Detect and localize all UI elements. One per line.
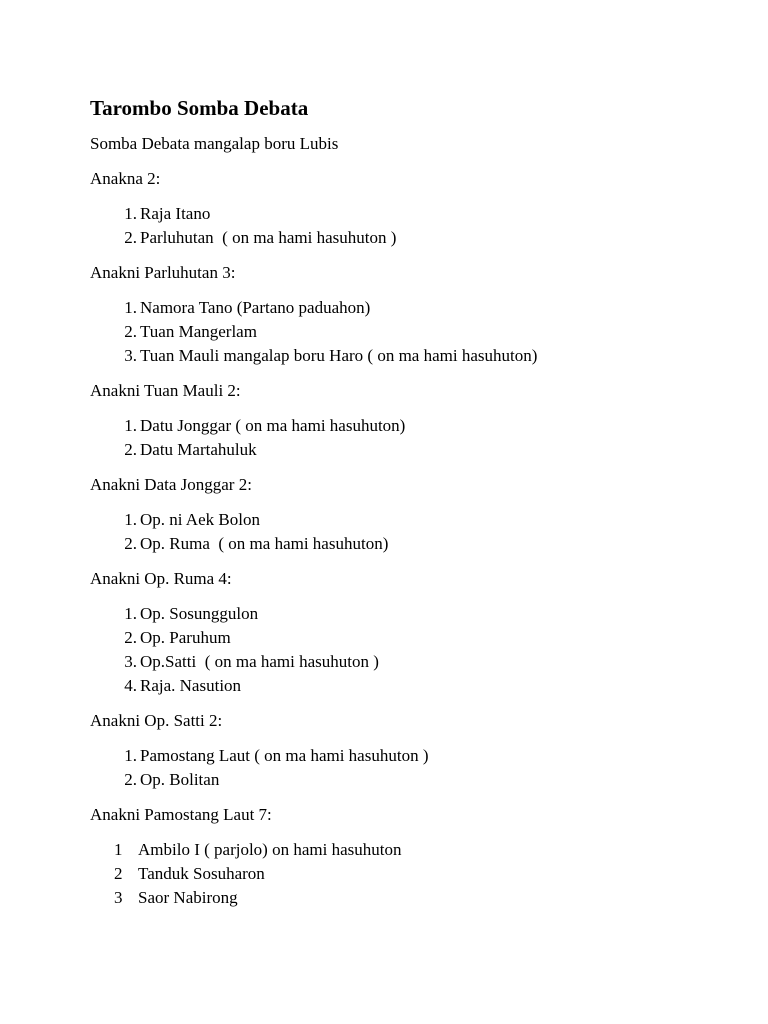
list-item [90,674,730,698]
list-item [90,744,730,768]
list-item [90,862,730,886]
list-text: Raja Itano [140,204,211,223]
list-number: 2. [124,628,137,647]
document-page [90,93,730,921]
list-number: 2. [124,322,137,341]
list-item [90,532,730,556]
list-number: 2. [124,770,137,789]
list-text: Tuan Mauli mangalap boru Haro ( on ma hami hasuhuton) [140,346,538,365]
list-text: Raja. Nasution [140,676,242,695]
list-number: 2 [114,864,123,883]
list-number: 1. [124,298,137,317]
list-number: 1. [124,746,137,765]
section-heading: Anakni Op. Satti 2: [90,711,223,730]
numbered-list [90,414,730,462]
list-number: 3. [124,652,137,671]
list-number: 1 [114,840,123,859]
list-item [90,414,730,438]
list-text: Op. Sosunggulon [140,604,259,623]
list-item [90,320,730,344]
list-item [90,626,730,650]
list-text: Namora Tano (Partano paduahon) [140,298,371,317]
numbered-list [90,202,730,250]
list-text: Tuan Mangerlam [140,322,257,341]
list-text: Datu Jonggar ( on ma hami hasuhuton) [140,416,406,435]
section-heading: Anakni Data Jonggar 2: [90,475,252,494]
list-text: Op.Satti ( on ma hami hasuhuton ) [140,652,379,671]
numbered-list [90,602,730,698]
list-item [90,508,730,532]
list-text: Tanduk Sosuharon [138,864,265,883]
list-number: 3. [124,346,137,365]
list-number: 1. [124,416,137,435]
list-number: 3 [114,888,123,907]
list-item [90,602,730,626]
list-number: 2. [124,440,137,459]
list-number: 2. [124,228,137,247]
document-title: Tarombo Somba Debata [90,96,309,120]
list-text: Parluhutan ( on ma hami hasuhuton ) [140,228,397,247]
list-text: Op. Bolitan [140,770,220,789]
list-item [90,202,730,226]
list-number: 2. [124,534,137,553]
numbered-list [90,296,730,368]
list-text: Op. Ruma ( on ma hami hasuhuton) [140,534,389,553]
section-heading: Anakna 2: [90,169,161,188]
numbered-list [90,838,730,910]
list-text: Ambilo I ( parjolo) on hami hasuhuton [138,840,402,859]
list-number: 4. [124,676,137,695]
list-text: Op. ni Aek Bolon [140,510,260,529]
list-item [90,438,730,462]
section-heading: Anakni Parluhutan 3: [90,263,236,282]
list-item [90,838,730,862]
section-heading: Anakni Op. Ruma 4: [90,569,232,588]
list-item [90,650,730,674]
list-text: Op. Paruhum [140,628,231,647]
numbered-list [90,508,730,556]
section-heading: Somba Debata mangalap boru Lubis [90,134,339,153]
list-item [90,226,730,250]
list-text: Datu Martahuluk [140,440,257,459]
list-text: Pamostang Laut ( on ma hami hasuhuton ) [140,746,429,765]
section-heading: Anakni Pamostang Laut 7: [90,805,272,824]
section-heading: Anakni Tuan Mauli 2: [90,381,241,400]
list-number: 1. [124,204,137,223]
list-number: 1. [124,510,137,529]
numbered-list [90,744,730,792]
list-item [90,344,730,368]
list-text: Saor Nabirong [138,888,238,907]
list-item [90,886,730,910]
list-item [90,296,730,320]
list-item [90,768,730,792]
list-number: 1. [124,604,137,623]
